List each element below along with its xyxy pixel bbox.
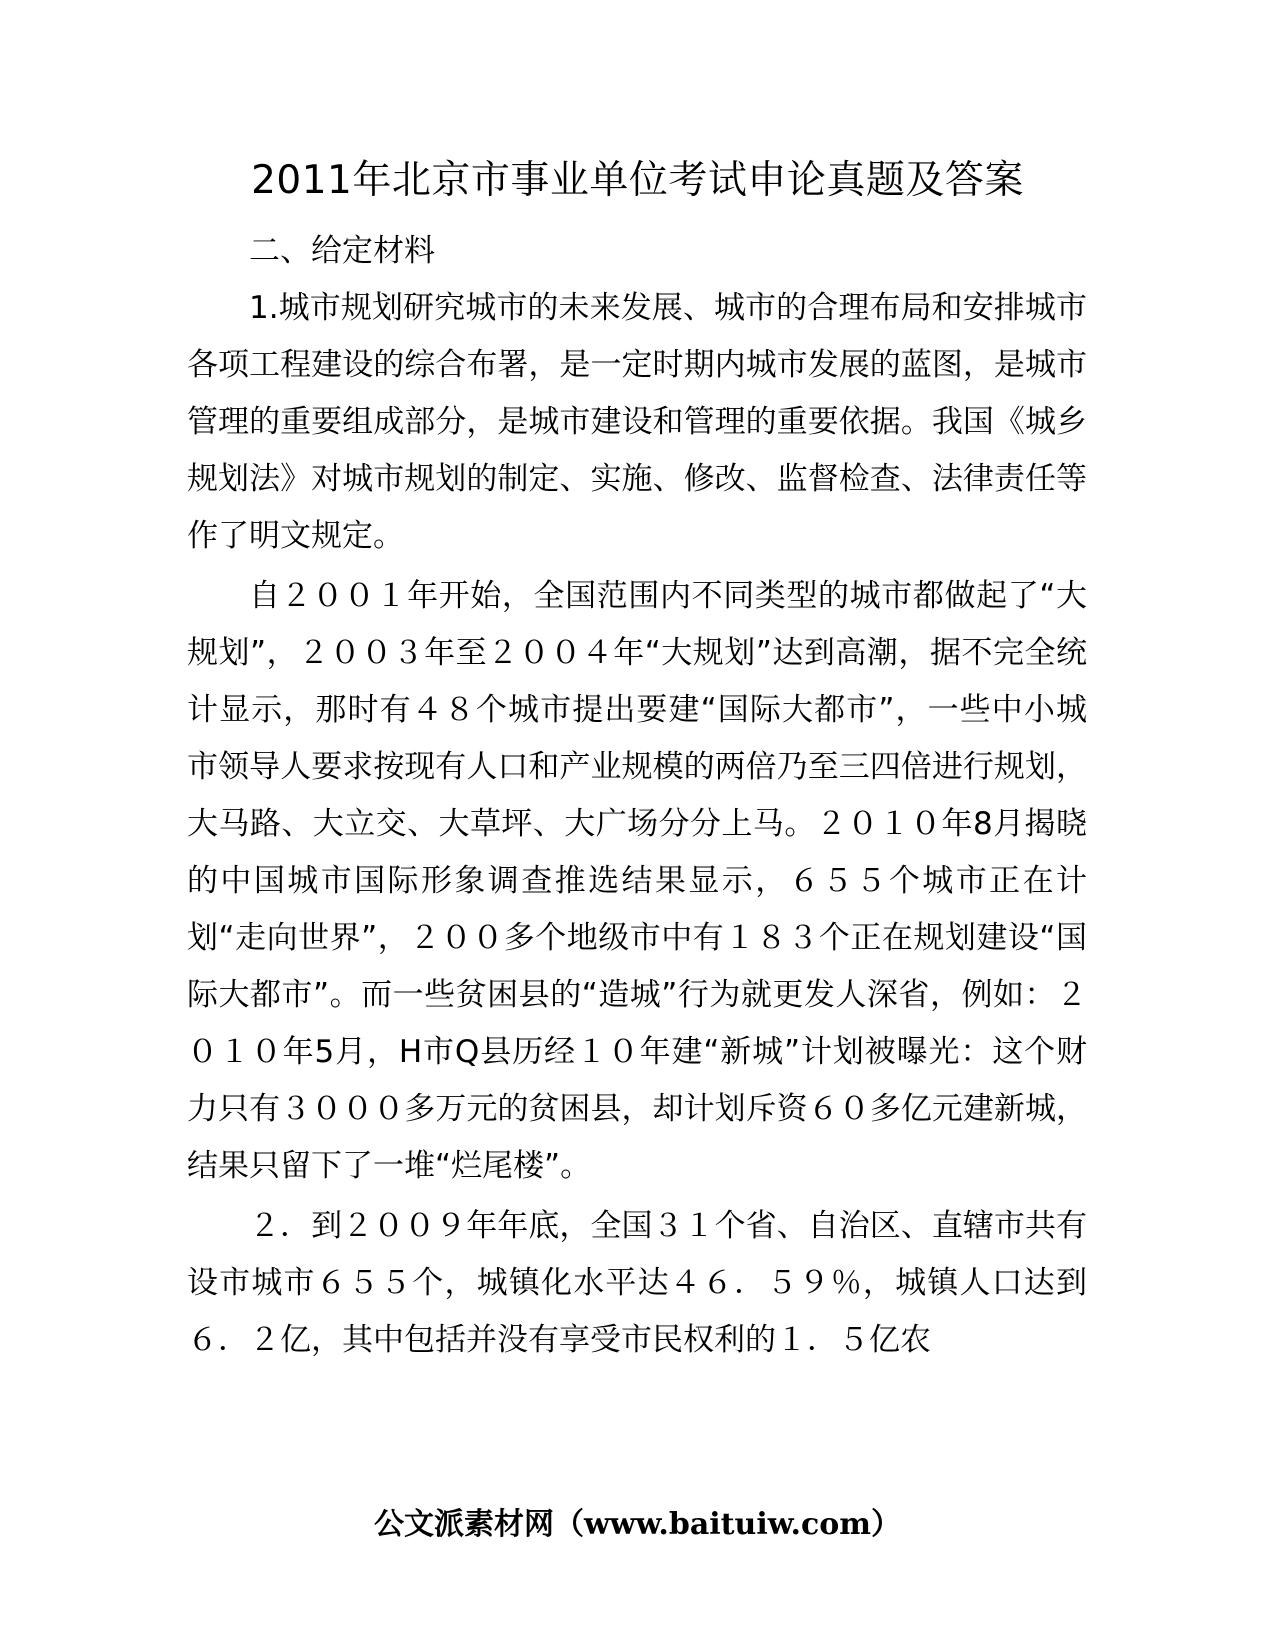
paragraph-2: 自２００１年开始，全国范围内不同类型的城市都做起了“大规划”，２００３年至２００４年“大规划”达到高潮，据不完全统计显示，那时有４８个城市提出要建“国际大都市”，一些中小城市领导人要求按现有人口和产业规模的两倍乃至三四倍进行规划，大马路、大立交、大草坪、大广场分分上马。２０１０年8月揭晓的中国城市国际形象调查推选结果显示，６５５个城市正在计划“走向世界”，２００多个地级市中有１８３个正在规划建设“国际大都市”。而一些贫困县的“造城”行为就更发人深省，例如：２０１０年5月，H市Q县历经１０年建“新城”计划被曝光：这个财力只有３０００多万元的贫困县，却计划斥资６０多亿元建新城，结果只留下了一堆“烂尾楼”。 (187, 578, 1087, 1184)
section-heading: 二、给定材料 (249, 233, 435, 269)
document-title: 2011年北京市事业单位考试申论真题及答案 (251, 158, 1024, 203)
paragraph-3: ２．到２００９年年底，全国３１个省、自治区、直辖市共有设市城市６５５个，城镇化水平达４６．５９％，城镇人口达到６．２亿，其中包括并没有享受市民权利的１．５亿农 (187, 1208, 1087, 1358)
document-body (187, 223, 1087, 1372)
paragraph-1: 1.城市规划研究城市的未来发展、城市的合理布局和安排城市各项工程建设的综合布署，是一定时期内城市发展的蓝图，是城市管理的重要组成部分，是城市建设和管理的重要依据。我国《城乡规划法》对城市规划的制定、实施、修改、监督检查、法律责任等作了明文规定。 (187, 290, 1087, 554)
page-footer-watermark: 公文派素材网（www.baituiw.com） (373, 1507, 902, 1542)
